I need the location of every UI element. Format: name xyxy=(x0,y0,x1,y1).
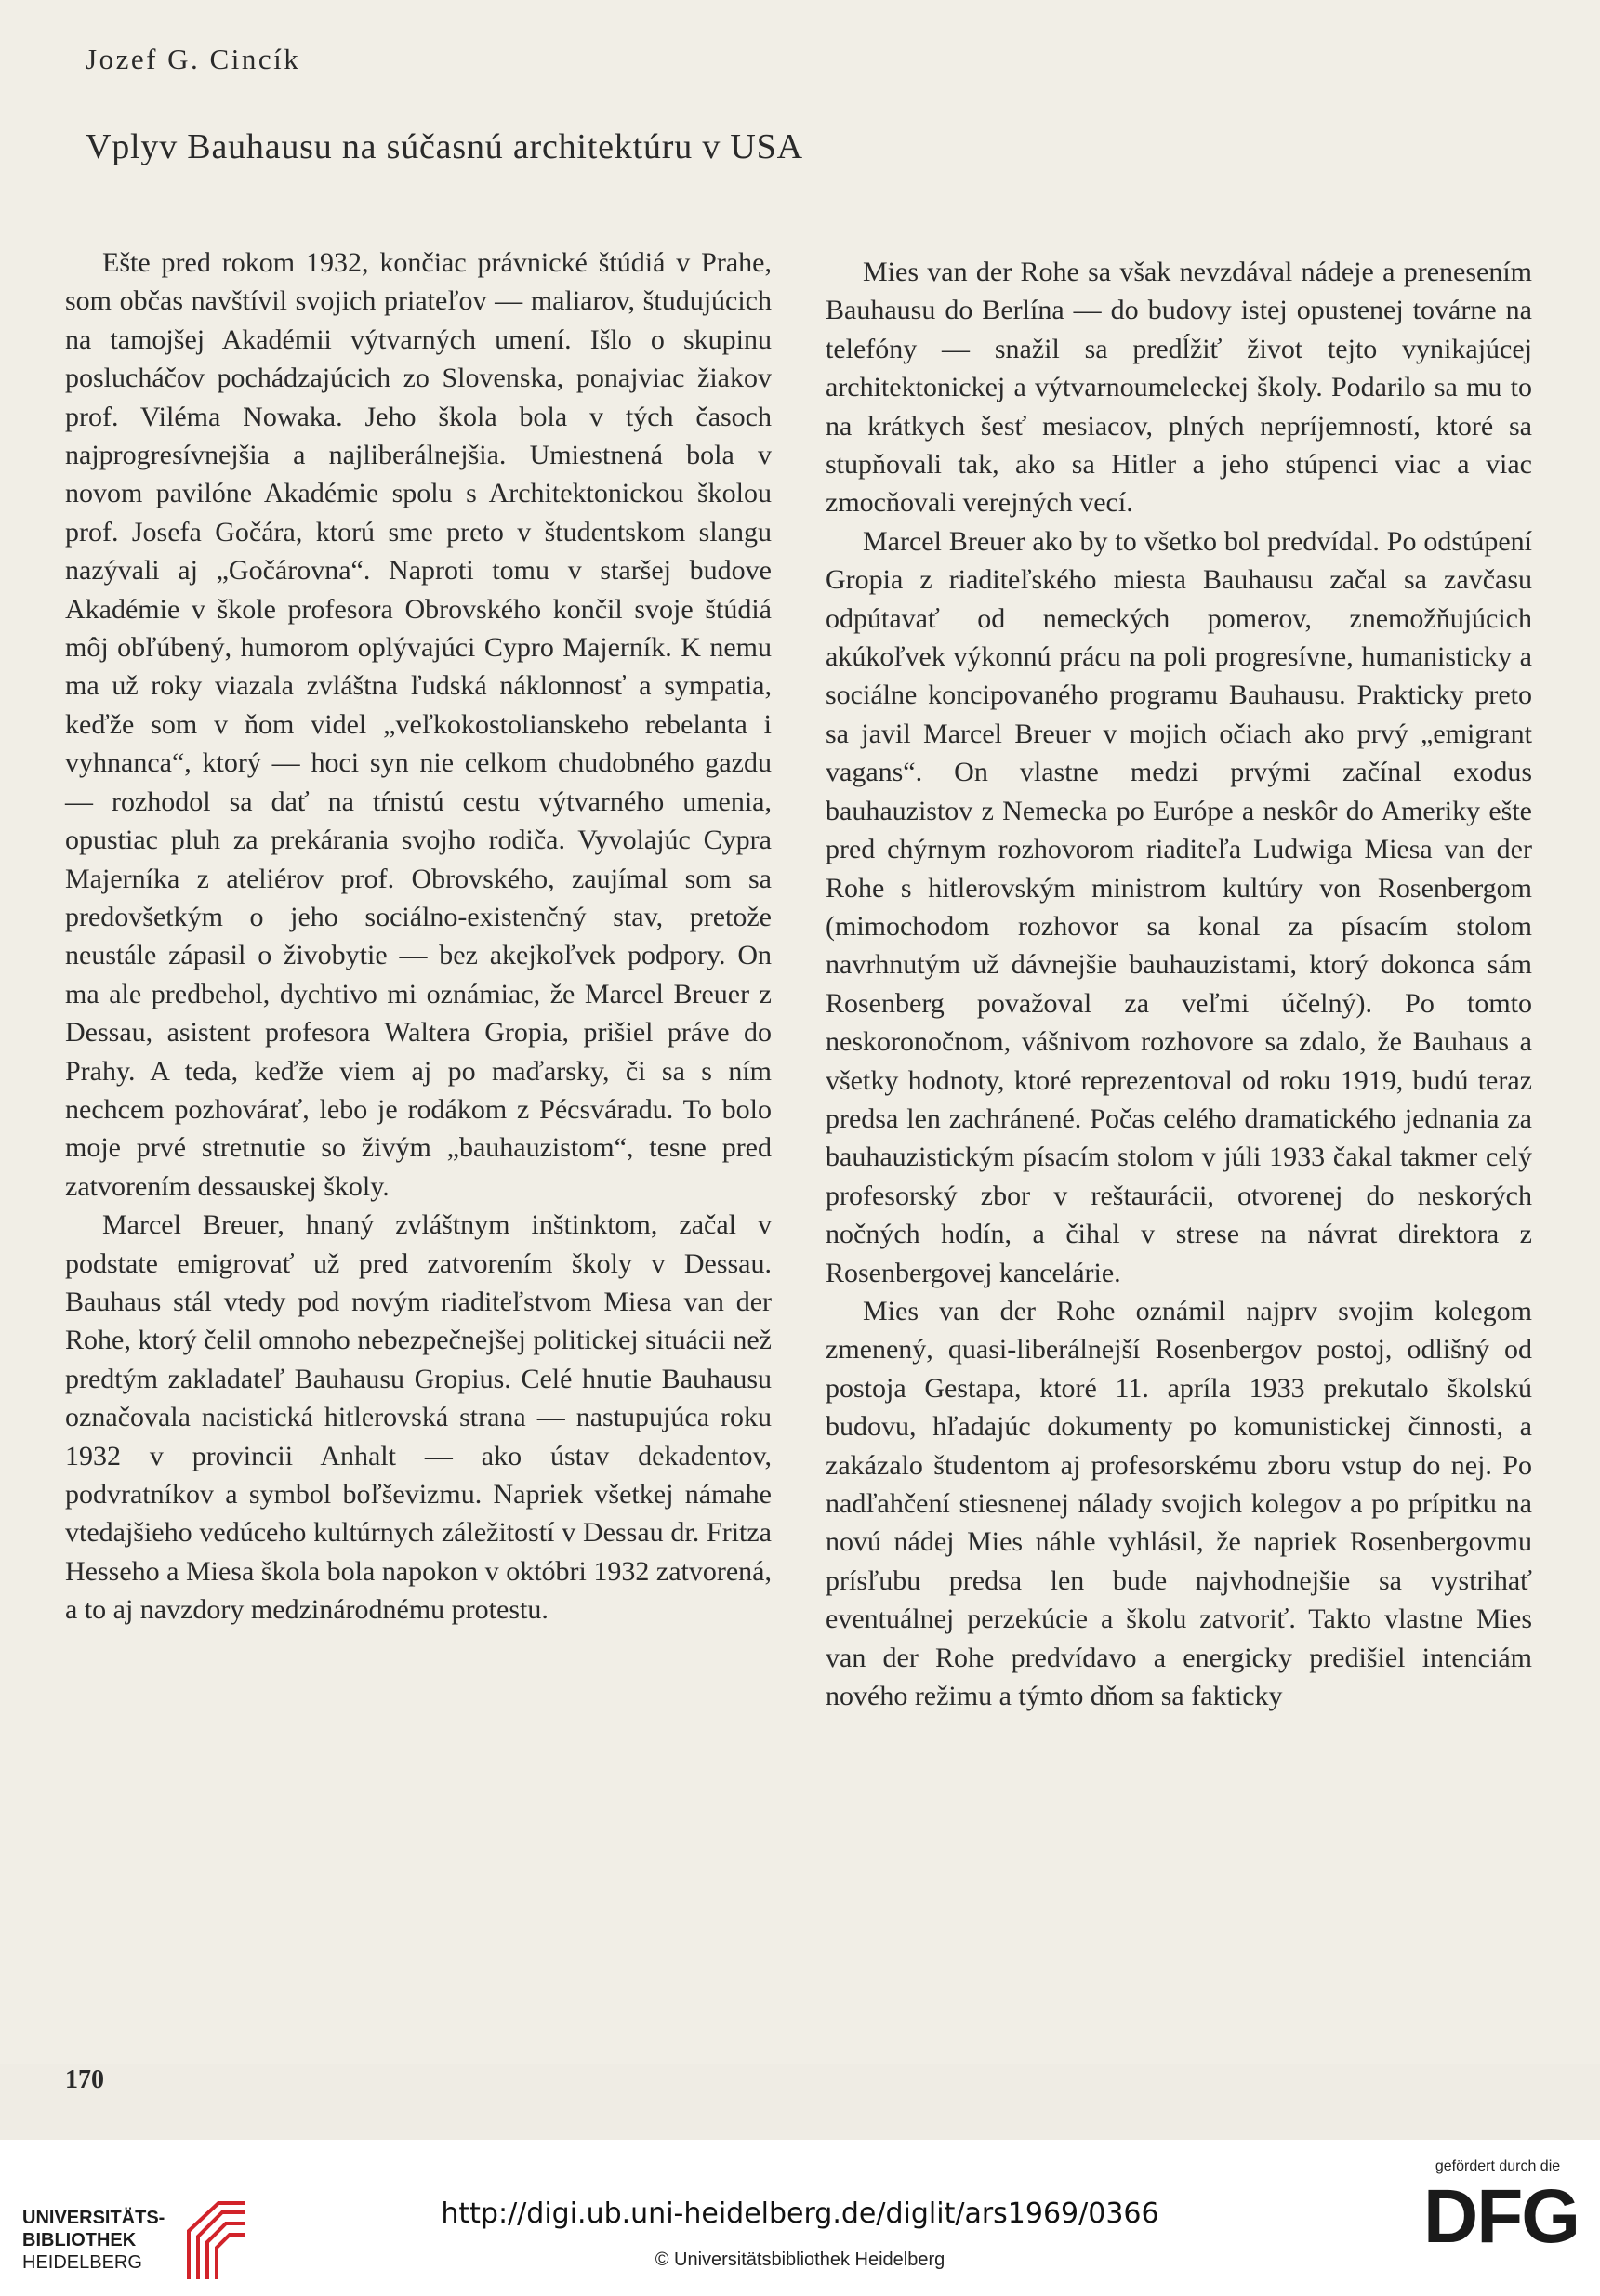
paragraph: Mies van der Rohe oznámil najprv svojim kolegom zmenený, quasi-liberálnejší Rosenbergov postoj, odlišný od postoja Gestapa, ktoré 11. apríla 1933 prekutalo školskú budovu, hľadajúc dokumenty po komunistickej činnosti, a zakázalo študentom aj profesorskému zboru vstup do nej. Po nadľahčení stiesnenej nálady svojich kolegov a po prípitku na novú nádej Mies náhle vyhlásil, že napriek Rosenbergovmu prísľubu predsa len bude najvhodnejšie sa vystrihať eventuálnej perzekúcie a školu zatvoriť. Takto vlastne Mies van der Rohe predvídavo a energicky predišiel intenciám nového režimu a týmto dňom sa fakticky xyxy=(826,1295,1532,1712)
digitization-footer xyxy=(0,2140,1600,2296)
library-name-line: BIBLIOTHEK xyxy=(22,2230,137,2250)
page-number: 170 xyxy=(65,2065,104,2094)
library-name-line: HEIDELBERG xyxy=(22,2252,142,2273)
paragraph: Ešte pred rokom 1932, končiac právnické štúdiá v Prahe, som občas navštívil svojich priateľov — maliarov, študujúcich na tamojšej Akadémii výtvarných umení. Išlo o skupinu poslucháčov pochádzajúcich zo Slovenska, ponajviac žiakov prof. Viléma Nowaka. Jeho škola bola v tých časoch najprogresívnejšia a najliberálnejšia. Umiestnená bola v novom pavilóne Akadémie spolu s Architektonickou školou prof. Josefa Gočára, ktorú sme preto v študentskom slangu nazývali aj „Gočárovna“. Naproti tomu v staršej budove Akadémie v škole profesora Obrovského končil svoje štúdiá môj obľúbený, humorom oplývajúci Cypro Majerník. K nemu ma už roky viazala zvláštna ľudská náklonnosť a sympatia, keďže som v ňom videl „veľkokostolianskeho rebelanta i vyhnanca“, ktorý — hoci syn nie celkom chudobného gazdu — rozhodol sa dať na tŕnistú cestu výtvarného umenia, opustiac pluh za prekárania svojho rodiča. Vyvolajúc Cypra Majerníka z ateliérov prof. Obrovského, zaujímal som sa predovšetkým o jeho sociálno-existenčný stav, pretože neustále zápasil o živobytie — bez akejkoľvek podpory. On ma ale predbehol, dychtivo mi oznámiac, že Marcel Breuer z Dessau, asistent profesora Waltera Gropia, prišiel práve do Prahy. A teda, keďže viem aj po maďarsky, či sa s ním nechcem pozhovárať, lebo je rodákom z Pécsváradu. To bolo moje prvé stretnutie so živým „bauhauzistom“, tesne pred zatvorením dessauskej školy. xyxy=(65,247,772,1202)
author-name: Jozef G. Cincík xyxy=(86,43,301,75)
library-name-line: UNIVERSITÄTS- xyxy=(22,2208,165,2228)
left-column xyxy=(65,244,772,1630)
permalink-url[interactable]: http://digi.ub.uni-heidelberg.de/diglit/ars1969/0366 xyxy=(441,2197,1159,2230)
dfg-logo: DFG xyxy=(1423,2174,1580,2259)
paragraph: Mies van der Rohe sa však nevzdával nádeje a prenesením Bauhausu do Berlína — do budovy istej opustenej továrne na telefóny — snažil sa predĺžiť život tejto vynikajúcej architektonickej a výtvarnoumeleckej školy. Podarilo sa mu to na krátkych šesť mesiacov, plných nepríjemností, ktoré sa stupňovali tak, ako sa Hitler a jeho stúpenci viac a viac zmocňovali verejných vecí. xyxy=(826,257,1532,519)
article-title: Vplyv Bauhausu na súčasnú architektúru v USA xyxy=(86,127,803,166)
copyright-notice: © Universitätsbibliothek Heidelberg xyxy=(655,2250,945,2270)
paragraph: Marcel Breuer, hnaný zvláštnym inštinktom, začal v podstate emigrovať už pred zatvorením školy v Dessau. Bauhaus stál vtedy pod novým riaditeľstvom Miesa van der Rohe, ktorý čelil omnoho nebezpečnejšej politickej situácii než predtým zakladateľ Bauhausu Gropius. Celé hnutie Bauhausu označovala nacistická hitlerovská strana — nastupujúca roku 1932 v provincii Anhalt — ako ústav dekadentov, podvratníkov a symbol boľševizmu. Napriek všetkej námahe vtedajšieho vedúceho kultúrnych záležitostí v Dessau dr. Fritza Hesseho a Miesa škola bola napokon v októbri 1932 zatvorená, a to aj navzdory medzinárodnému protestu. xyxy=(65,1209,772,1626)
funding-label: gefördert durch die xyxy=(1435,2158,1561,2174)
funder-logo[interactable] xyxy=(1423,2158,1580,2259)
right-column xyxy=(826,253,1532,1715)
paragraph: Marcel Breuer ako by to všetko bol predvídal. Po odstúpení Gropia z riaditeľského miesta Bauhausu začal sa zavčasu odpútavať od nemeckých pomerov, znemožňujúcich akúkoľvek výkonnú prácu na poli progresívne, humanisticky a sociálne koncipovaného programu Bauhausu. Prakticky preto sa javil Marcel Breuer v mojich očiach ako prvý „emigrant vagans“. On vlastne medzi prvými začínal exodus bauhauzistov z Nemecka po Európe a neskôr do Ameriky ešte pred chýrnym rozhovorom riaditeľa Ludwiga Miesa van der Rohe s hitlerovským ministrom kultúry von Rosenbergom (mimochodom rozhovor sa konal za písacím stolom navrhnutým už dávnejšie bauhauzistami, ktorý dokonca sám Rosenberg považoval za veľmi účelný). Po tomto neskoronočnom, vášnivom rozhovore sa zdalo, že Bauhaus a všetky hodnoty, ktoré reprezentoval od roku 1919, budú teraz predsa len zachránené. Počas celého dramatického jednania za bauhauzistickým písacím stolom v júli 1933 čakal takmer celý profesorský zbor v reštaurácii, otvorenej do neskorých nočných hodín, a čihal v strese na návrat direktora z Rosenbergovej kancelárie. xyxy=(826,525,1532,1288)
